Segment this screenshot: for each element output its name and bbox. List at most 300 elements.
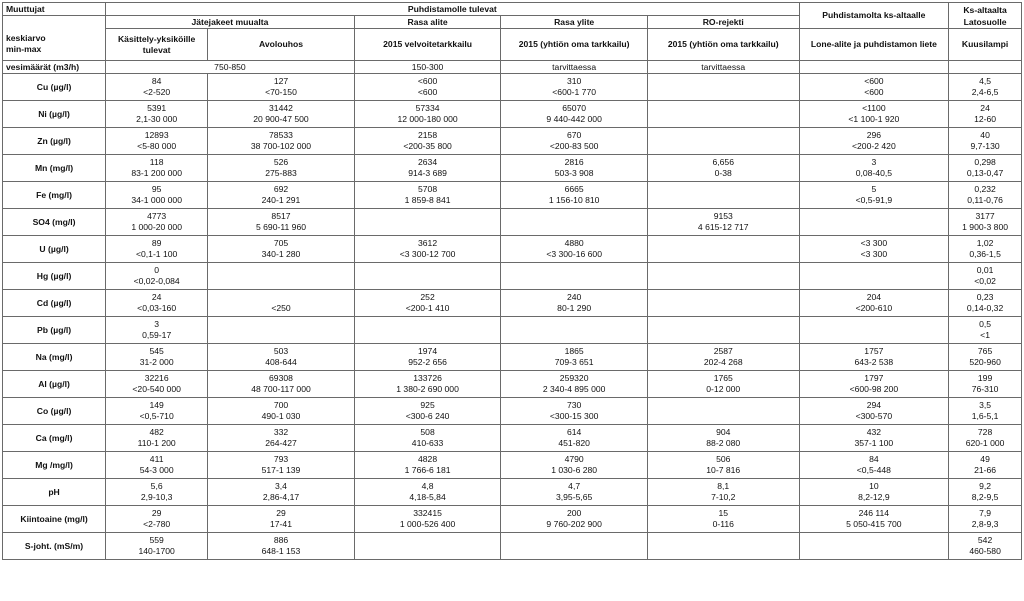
row-label: Hg (µg/l): [3, 263, 106, 290]
cell-range: 648-1 153: [261, 546, 301, 556]
cell-avolouhos: [208, 101, 355, 128]
cell-mean: 10: [869, 481, 879, 491]
cell-rasa-alite: [354, 290, 501, 317]
row-label: SO4 (mg/l): [3, 209, 106, 236]
cell-kasittely: [106, 371, 208, 398]
cell-ro-rejekti: [647, 506, 799, 533]
cell-mean: 2634: [418, 157, 438, 167]
cell-avolouhos: [208, 398, 355, 425]
cell-rasa-alite: [354, 452, 501, 479]
cell-mean: 0,23: [976, 292, 994, 302]
cell-mean: 765: [977, 346, 993, 356]
cell-rasa-ylite: [501, 101, 648, 128]
cell-ks-altaalle: [799, 236, 949, 263]
cell-range: <200-35 800: [403, 141, 452, 151]
cell-mean: 1757: [864, 346, 884, 356]
cell-mean: 4828: [418, 454, 438, 464]
cell-range: [802, 330, 947, 341]
cell-rasa-ylite: [501, 182, 648, 209]
table-row: [3, 236, 1022, 263]
cell-range: [650, 114, 797, 125]
cell-ks-altaalle: [799, 209, 949, 236]
cell-range: 5 690-11 960: [255, 222, 306, 232]
table-row: [3, 155, 1022, 182]
cell-range: 9 440-442 000: [546, 114, 602, 124]
header-ylite-oma-tarkkailu: 2015 (yhtiön oma tarkkailu): [501, 29, 648, 61]
cell-mean: [650, 103, 797, 114]
cell-mean: [650, 130, 797, 141]
cell-mean: 4773: [147, 211, 167, 221]
cell-mean: 149: [149, 400, 164, 410]
cell-rasa-alite: [354, 344, 501, 371]
cell-kuusilampi: [949, 74, 1022, 101]
cell-range: <600: [417, 87, 438, 97]
cell-mean: 65070: [562, 103, 587, 113]
cell-mean: 432: [866, 427, 882, 437]
cell-mean: 15: [718, 508, 729, 518]
cell-mean: 411: [149, 454, 164, 464]
cell-range: <3 300-12 700: [399, 249, 456, 259]
table-row: [3, 263, 1022, 290]
cell-kasittely: [106, 344, 208, 371]
row-label: Cu (µg/l): [3, 74, 106, 101]
cell-range: 110-1 200: [137, 438, 176, 448]
cell-range: 2 340-4 895 000: [542, 384, 606, 394]
cell-mean: 5: [871, 184, 877, 194]
cell-kuusilampi: [949, 425, 1022, 452]
cell-ks-altaalle: [799, 155, 949, 182]
cell-avolouhos: [208, 128, 355, 155]
cell-range: <1: [980, 330, 990, 340]
row-label: Kiintoaine (mg/l): [3, 506, 106, 533]
cell-kasittely: [106, 506, 208, 533]
cell-ks-altaalle: [799, 182, 949, 209]
table-row: [3, 344, 1022, 371]
cell-rasa-ylite: [501, 236, 648, 263]
cell-mean: 259320: [559, 373, 589, 383]
cell-range: <0,5-448: [856, 465, 891, 475]
cell-range: 4,18-5,84: [409, 492, 446, 502]
cell-range: 1 380-2 690 000: [396, 384, 459, 394]
cell-range: [357, 546, 499, 557]
cell-mean: 1,02: [976, 238, 994, 248]
cell-range: 643-2 538: [854, 357, 894, 367]
cell-ro-rejekti: [647, 263, 799, 290]
cell-range: <5-80 000: [137, 141, 177, 151]
row-label: Zn (µg/l): [3, 128, 106, 155]
cell-mean: 692: [273, 184, 289, 194]
cell-range: <0,02-0,084: [133, 276, 180, 286]
cell-mean: 84: [869, 454, 879, 464]
cell-kuusilampi: [949, 128, 1022, 155]
cell-range: [357, 330, 499, 341]
cell-range: 340-1 280: [261, 249, 301, 259]
cell-mean: 482: [149, 427, 164, 437]
cell-mean: 559: [149, 535, 164, 545]
cell-range: <300-570: [855, 411, 893, 421]
cell-mean: 4,5: [979, 76, 992, 86]
cell-mean: 5708: [418, 184, 438, 194]
cell-rasa-ylite: [501, 74, 648, 101]
cell-kuusilampi: [949, 209, 1022, 236]
cell-mean: 7,9: [979, 508, 992, 518]
cell-range: 10-7 816: [706, 465, 741, 475]
cell-rasa-ylite: [501, 209, 648, 236]
header-rasa-alite: Rasa alite: [354, 16, 501, 29]
table-row: [3, 128, 1022, 155]
cell-mean: [357, 319, 499, 330]
cell-range: 2,9-10,3: [140, 492, 173, 502]
row-label: U (µg/l): [3, 236, 106, 263]
table-row: [3, 506, 1022, 533]
cell-range: 8,2-12,9: [858, 492, 890, 502]
cell-mean: 246 114: [858, 508, 890, 518]
cell-mean: 8517: [271, 211, 291, 221]
cell-range: <250: [271, 303, 291, 313]
header-kuusilampi: Kuusilampi: [949, 29, 1022, 61]
cell-kasittely: [106, 452, 208, 479]
cell-rasa-ylite: [501, 263, 648, 290]
cell-range: 80-1 290: [557, 303, 592, 313]
cell-mean: 49: [980, 454, 990, 464]
header-lone-alite: Lone-alite ja puhdistamon liete: [799, 29, 949, 61]
cell-mean: 506: [716, 454, 731, 464]
cell-range: [650, 276, 797, 287]
cell-kuusilampi: [949, 317, 1022, 344]
cell-ks-altaalle: [799, 344, 949, 371]
cell-mean: 296: [866, 130, 882, 140]
cell-range: <600: [864, 87, 884, 97]
cell-range: 503-3 908: [554, 168, 594, 178]
cell-range: 2,1-30 000: [136, 114, 178, 124]
cell-rasa-alite: [354, 101, 501, 128]
cell-range: 451-820: [558, 438, 590, 448]
cell-range: <300-6 240: [405, 411, 450, 421]
cell-mean: 526: [273, 157, 289, 167]
cell-mean: 95: [151, 184, 162, 194]
cell-kasittely: [106, 155, 208, 182]
cell-mean: [210, 265, 352, 276]
cell-ks-altaalle: [799, 128, 949, 155]
cell-ro-rejekti: [647, 128, 799, 155]
cell-mean: 6,656: [712, 157, 734, 167]
cell-mean: 2816: [564, 157, 584, 167]
cell-kasittely: [106, 128, 208, 155]
cell-range: 709-3 651: [554, 357, 594, 367]
cell-mean: [802, 211, 947, 222]
cell-mean: <3 300: [860, 238, 888, 248]
row-label: Al (µg/l): [3, 371, 106, 398]
cell-mean: [210, 319, 352, 330]
cell-mean: [650, 319, 797, 330]
cell-range: 2,8-9,3: [971, 519, 999, 529]
table-row: [3, 425, 1022, 452]
cell-range: 0,08-40,5: [855, 168, 893, 178]
cell-avolouhos: [208, 182, 355, 209]
cell-range: [210, 276, 352, 287]
cell-avolouhos: [208, 479, 355, 506]
cell-ks-altaalle: [799, 452, 949, 479]
cell-ro-rejekti: [647, 452, 799, 479]
cell-range: 0,13-0,47: [966, 168, 1004, 178]
header-spacer: [3, 16, 106, 29]
cell-range: 0,11-0,76: [967, 195, 1003, 205]
cell-mean: 24: [151, 292, 162, 302]
cell-range: [650, 87, 797, 98]
header-keskiarvo: keskiarvo: [6, 33, 46, 44]
cell-mean: 204: [866, 292, 882, 302]
cell-range: [650, 249, 797, 260]
cell-range: 5 050-415 700: [846, 519, 902, 529]
cell-rasa-alite: [354, 506, 501, 533]
cell-mean: 199: [977, 373, 993, 383]
cell-range: <70-150: [265, 87, 297, 97]
cell-mean: 3,4: [275, 481, 287, 491]
row-label: Ca (mg/l): [3, 425, 106, 452]
cell-mean: 294: [866, 400, 882, 410]
cell-mean: 133726: [413, 373, 442, 383]
cell-kasittely: [106, 398, 208, 425]
cell-range: [503, 546, 645, 557]
cell-range: 460-580: [969, 546, 1001, 556]
cell-range: 202-4 268: [703, 357, 743, 367]
cell-mean: <600: [417, 76, 438, 86]
cell-range: 0-12 000: [706, 384, 741, 394]
flow-label: vesimäärät (m3/h): [3, 61, 106, 74]
cell-ro-rejekti: [647, 317, 799, 344]
cell-avolouhos: [208, 425, 355, 452]
cell-mean: 1974: [418, 346, 438, 356]
cell-avolouhos: [208, 533, 355, 560]
cell-ro-rejekti: [647, 236, 799, 263]
cell-mean: <1100: [862, 103, 886, 113]
cell-mean: 0,232: [974, 184, 996, 194]
cell-mean: 9,2: [979, 481, 992, 491]
cell-ks-altaalle: [799, 317, 949, 344]
header-stat-labels: [3, 29, 106, 61]
cell-mean: 78533: [269, 130, 293, 140]
cell-mean: [210, 292, 352, 303]
cell-range: 1 766-6 181: [404, 465, 451, 475]
row-label: S-joht. (mS/m): [3, 533, 106, 560]
cell-mean: <600: [864, 76, 884, 86]
cell-range: <200-2 420: [852, 141, 896, 151]
header-ro-rejekti: RO-rejekti: [647, 16, 799, 29]
cell-mean: 29: [276, 508, 286, 518]
cell-mean: 332: [273, 427, 289, 437]
cell-range: <200-610: [855, 303, 893, 313]
cell-range: 914-3 689: [408, 168, 447, 178]
cell-kasittely: [106, 290, 208, 317]
cell-range: 517-1 139: [261, 465, 301, 475]
cell-range: 1,6-5,1: [971, 411, 999, 421]
cell-range: [650, 303, 797, 314]
cell-mean: 2158: [418, 130, 438, 140]
table-row: [3, 452, 1022, 479]
cell-range: 2,4-6,5: [971, 87, 999, 97]
table-row: [3, 317, 1022, 344]
flow-ro: tarvittaessa: [647, 61, 799, 74]
cell-rasa-alite: [354, 128, 501, 155]
cell-kasittely: [106, 236, 208, 263]
cell-mean: 4880: [564, 238, 584, 248]
header-avolouhos: Avolouhos: [208, 29, 355, 61]
cell-mean: [650, 535, 797, 546]
cell-mean: 0: [154, 265, 160, 275]
row-label: Mn (mg/l): [3, 155, 106, 182]
cell-ro-rejekti: [647, 398, 799, 425]
cell-mean: [650, 238, 797, 249]
cell-range: 620-1 000: [965, 438, 1005, 448]
cell-mean: 0,5: [979, 319, 992, 329]
cell-range: <0,5-91,9: [855, 195, 893, 205]
cell-rasa-alite: [354, 74, 501, 101]
cell-kuusilampi: [949, 263, 1022, 290]
cell-avolouhos: [208, 344, 355, 371]
cell-ro-rejekti: [647, 209, 799, 236]
cell-range: <200-83 500: [549, 141, 599, 151]
cell-range: 3,95-5,65: [555, 492, 593, 502]
cell-mean: 31442: [269, 103, 293, 113]
cell-mean: 728: [977, 427, 993, 437]
table-row: [3, 398, 1022, 425]
cell-mean: 4,7: [568, 481, 581, 491]
cell-range: [650, 411, 797, 422]
cell-mean: [802, 319, 947, 330]
cell-mean: 4790: [564, 454, 584, 464]
cell-mean: 0,298: [974, 157, 996, 167]
cell-mean: [802, 535, 947, 546]
cell-kasittely: [106, 101, 208, 128]
cell-range: 0,36-1,5: [969, 249, 1001, 259]
cell-range: [650, 195, 797, 206]
cell-kuusilampi: [949, 371, 1022, 398]
table-row: [3, 101, 1022, 128]
cell-range: [357, 222, 499, 233]
cell-range: 140-1700: [138, 546, 175, 556]
cell-mean: [650, 265, 797, 276]
cell-mean: 24: [980, 103, 990, 113]
cell-range: 2,86-4,17: [262, 492, 300, 502]
cell-rasa-alite: [354, 398, 501, 425]
cell-rasa-ylite: [501, 344, 648, 371]
cell-rasa-alite: [354, 236, 501, 263]
header-ks-altaalta-latosuolle: Ks-altaalta Latosuolle: [949, 3, 1022, 29]
cell-range: [650, 141, 797, 152]
cell-mean: 127: [273, 76, 289, 86]
cell-ro-rejekti: [647, 74, 799, 101]
cell-mean: 29: [151, 508, 162, 518]
cell-mean: 925: [420, 400, 435, 410]
cell-kuusilampi: [949, 155, 1022, 182]
cell-range: 0-116: [712, 519, 734, 529]
cell-mean: 670: [566, 130, 582, 140]
cell-range: 275-883: [265, 168, 297, 178]
cell-mean: 0,01: [976, 265, 994, 275]
cell-range: <2-520: [143, 87, 171, 97]
header-minmax: min-max: [6, 44, 42, 55]
cell-ro-rejekti: [647, 290, 799, 317]
cell-range: 410-633: [411, 438, 444, 448]
cell-range: <0,1-1 100: [135, 249, 178, 259]
cell-range: 1 000-526 400: [399, 519, 456, 529]
cell-range: [210, 330, 352, 341]
cell-mean: 6665: [564, 184, 584, 194]
cell-mean: 700: [273, 400, 289, 410]
cell-mean: 3,5: [979, 400, 992, 410]
cell-range: 264-427: [265, 438, 297, 448]
cell-mean: [503, 265, 645, 276]
cell-mean: 542: [977, 535, 993, 545]
cell-range: 408-644: [265, 357, 297, 367]
cell-rasa-alite: [354, 533, 501, 560]
cell-range: 1 859-8 841: [404, 195, 451, 205]
header-puhdistamolle-tulevat: Puhdistamolle tulevat: [106, 3, 799, 16]
cell-range: 9,7-130: [970, 141, 1000, 151]
header-ro-oma-tarkkailu: 2015 (yhtiön oma tarkkailu): [647, 29, 799, 61]
flow-lato: [949, 61, 1022, 74]
cell-ro-rejekti: [647, 101, 799, 128]
header-jatejakeet-muualta: Jätejakeet muualta: [106, 16, 355, 29]
cell-rasa-alite: [354, 425, 501, 452]
cell-mean: 69308: [269, 373, 293, 383]
cell-range: 83-1 200 000: [131, 168, 182, 178]
cell-range: 0,59-17: [142, 330, 172, 340]
cell-mean: 84: [151, 76, 162, 86]
cell-kasittely: [106, 74, 208, 101]
cell-rasa-ylite: [501, 506, 648, 533]
cell-avolouhos: [208, 155, 355, 182]
cell-kuusilampi: [949, 101, 1022, 128]
cell-mean: 614: [566, 427, 582, 437]
cell-range: 17-41: [270, 519, 292, 529]
row-label: Na (mg/l): [3, 344, 106, 371]
cell-ks-altaalle: [799, 506, 949, 533]
cell-range: 0-38: [714, 168, 732, 178]
cell-range: 1 156-10 810: [548, 195, 600, 205]
water-quality-table: [2, 2, 1022, 560]
cell-range: 31-2 000: [139, 357, 174, 367]
table-row: [3, 371, 1022, 398]
cell-kuusilampi: [949, 236, 1022, 263]
row-label: pH: [3, 479, 106, 506]
cell-ks-altaalle: [799, 371, 949, 398]
cell-range: [802, 276, 947, 287]
cell-range: 4 615-12 717: [697, 222, 749, 232]
cell-avolouhos: [208, 452, 355, 479]
cell-range: <1 100-1 920: [848, 114, 900, 124]
cell-range: 38 700-102 000: [250, 141, 312, 151]
cell-rasa-alite: [354, 479, 501, 506]
cell-ks-altaalle: [799, 101, 949, 128]
cell-rasa-alite: [354, 371, 501, 398]
cell-avolouhos: [208, 371, 355, 398]
row-label: Cd (µg/l): [3, 290, 106, 317]
cell-range: 240-1 291: [261, 195, 301, 205]
cell-range: 357-1 100: [854, 438, 894, 448]
table-row: [3, 182, 1022, 209]
cell-avolouhos: [208, 209, 355, 236]
table-row: [3, 479, 1022, 506]
cell-rasa-alite: [354, 155, 501, 182]
cell-range: 1 900-3 800: [962, 222, 1009, 232]
cell-mean: 705: [273, 238, 289, 248]
cell-mean: 5,6: [150, 481, 163, 491]
cell-ks-altaalle: [799, 398, 949, 425]
cell-kuusilampi: [949, 182, 1022, 209]
cell-range: [357, 276, 499, 287]
table-row: [3, 290, 1022, 317]
